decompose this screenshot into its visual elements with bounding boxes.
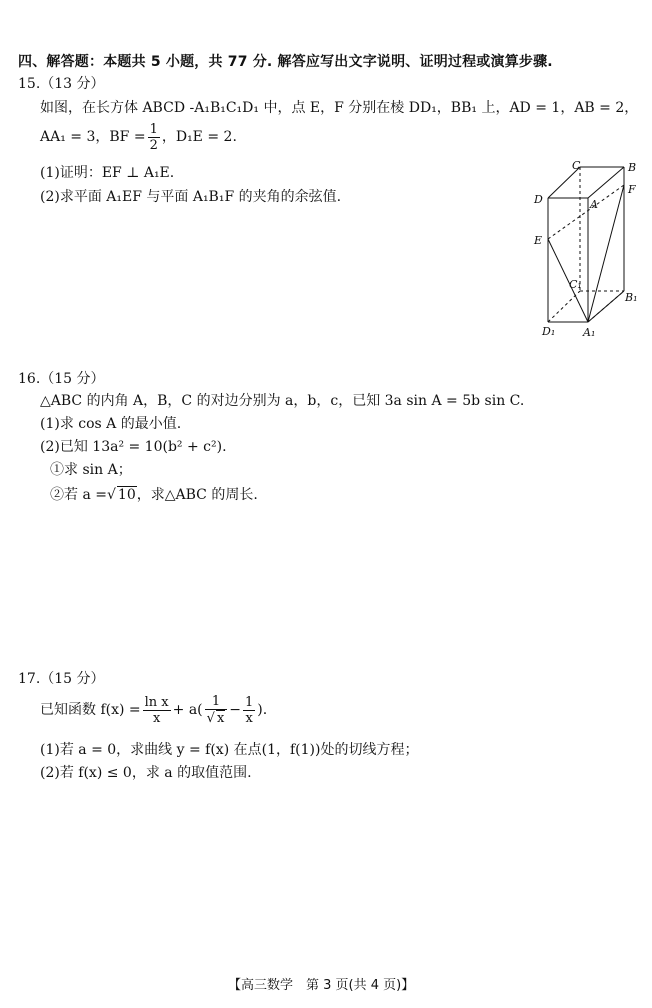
label-E: E <box>534 234 543 247</box>
q15-frac-den: 2 <box>149 137 158 153</box>
label-C: C <box>572 159 581 172</box>
label-D1: D₁ <box>542 325 556 338</box>
q16-intro: △ABC 的内角 A，B，C 的对边分别为 a，b，c，已知 3a sin A = 5b sin C. <box>40 393 525 409</box>
q17-func-d: ). <box>257 702 268 718</box>
q16-sub2-a: ②若 a = <box>50 487 107 503</box>
q15-frac-num: 1 <box>149 121 158 137</box>
q17-part2: (2)若 f(x) ≤ 0，求 a 的取值范围. <box>40 765 252 781</box>
q17-header: 17.（15 分） <box>18 671 105 687</box>
cuboid-figure <box>530 155 642 343</box>
label-D: D <box>534 193 543 206</box>
q15-header: 15.（13 分） <box>18 76 105 92</box>
label-A1: A₁ <box>583 326 596 339</box>
q16-part2: (2)已知 13a² = 10(b² + c²). <box>40 439 227 455</box>
q17-function <box>40 690 267 730</box>
q15-intro-line1: 如图，在长方体 ABCD -A₁B₁C₁D₁ 中，点 E，F 分别在棱 DD₁，BB₁ 上，AD = 1，AB = 2， <box>40 100 639 116</box>
section-title: 四、解答题：本题共 5 小题，共 77 分. 解答应写出文字说明、证明过程或演算步骤. <box>18 54 553 70</box>
q17-f3-den: x <box>245 710 253 726</box>
q15-intro-line2-b: ，D₁E = 2. <box>161 129 237 145</box>
q17-f2-den: √ x <box>206 711 225 726</box>
label-C1: C₁ <box>569 278 582 291</box>
page-footer: 【高三数学 第 3 页(共 4 页)】 <box>228 978 415 993</box>
q15-intro-line2-a: AA₁ = 3，BF = <box>40 129 146 145</box>
q17-frac1 <box>143 695 171 726</box>
q16-sub2-b: ，求△ABC 的周长. <box>136 487 258 503</box>
q16-sub2: ②若 a =√ 10，求△ABC 的周长. <box>50 487 258 503</box>
q15-part1: (1)证明：EF ⊥ A₁E. <box>40 165 175 181</box>
q16-part1: (1)求 cos A 的最小值. <box>40 416 182 432</box>
q17-part1: (1)若 a = 0，求曲线 y = f(x) 在点(1，f(1))处的切线方程； <box>40 742 419 758</box>
q17-func-a: 已知函数 f(x) = <box>40 702 141 718</box>
q17-f1-num: ln x <box>144 694 169 710</box>
q15-fraction <box>148 122 160 153</box>
q17-f2-den-sqrt: x <box>216 711 225 726</box>
label-A: A <box>590 198 598 211</box>
q17-func-b: + a( <box>172 702 203 718</box>
q17-f3-num: 1 <box>245 694 254 710</box>
q17-func-c: − <box>229 702 242 718</box>
q16-sub1: ①求 sin A； <box>50 462 132 478</box>
label-F: F <box>628 183 636 196</box>
label-B1: B₁ <box>625 291 638 304</box>
q17-f1-den: x <box>152 710 161 726</box>
q16-sqrt: 10 <box>117 487 136 503</box>
q15-intro-line2 <box>40 120 237 154</box>
label-B: B <box>628 161 637 174</box>
q15-part2: (2)求平面 A₁EF 与平面 A₁B₁F 的夹角的余弦值. <box>40 189 342 205</box>
q17-f2-num: 1 <box>205 694 228 710</box>
q17-frac3 <box>243 695 255 726</box>
q17-frac2 <box>205 694 228 726</box>
q16-header: 16.（15 分） <box>18 371 105 387</box>
